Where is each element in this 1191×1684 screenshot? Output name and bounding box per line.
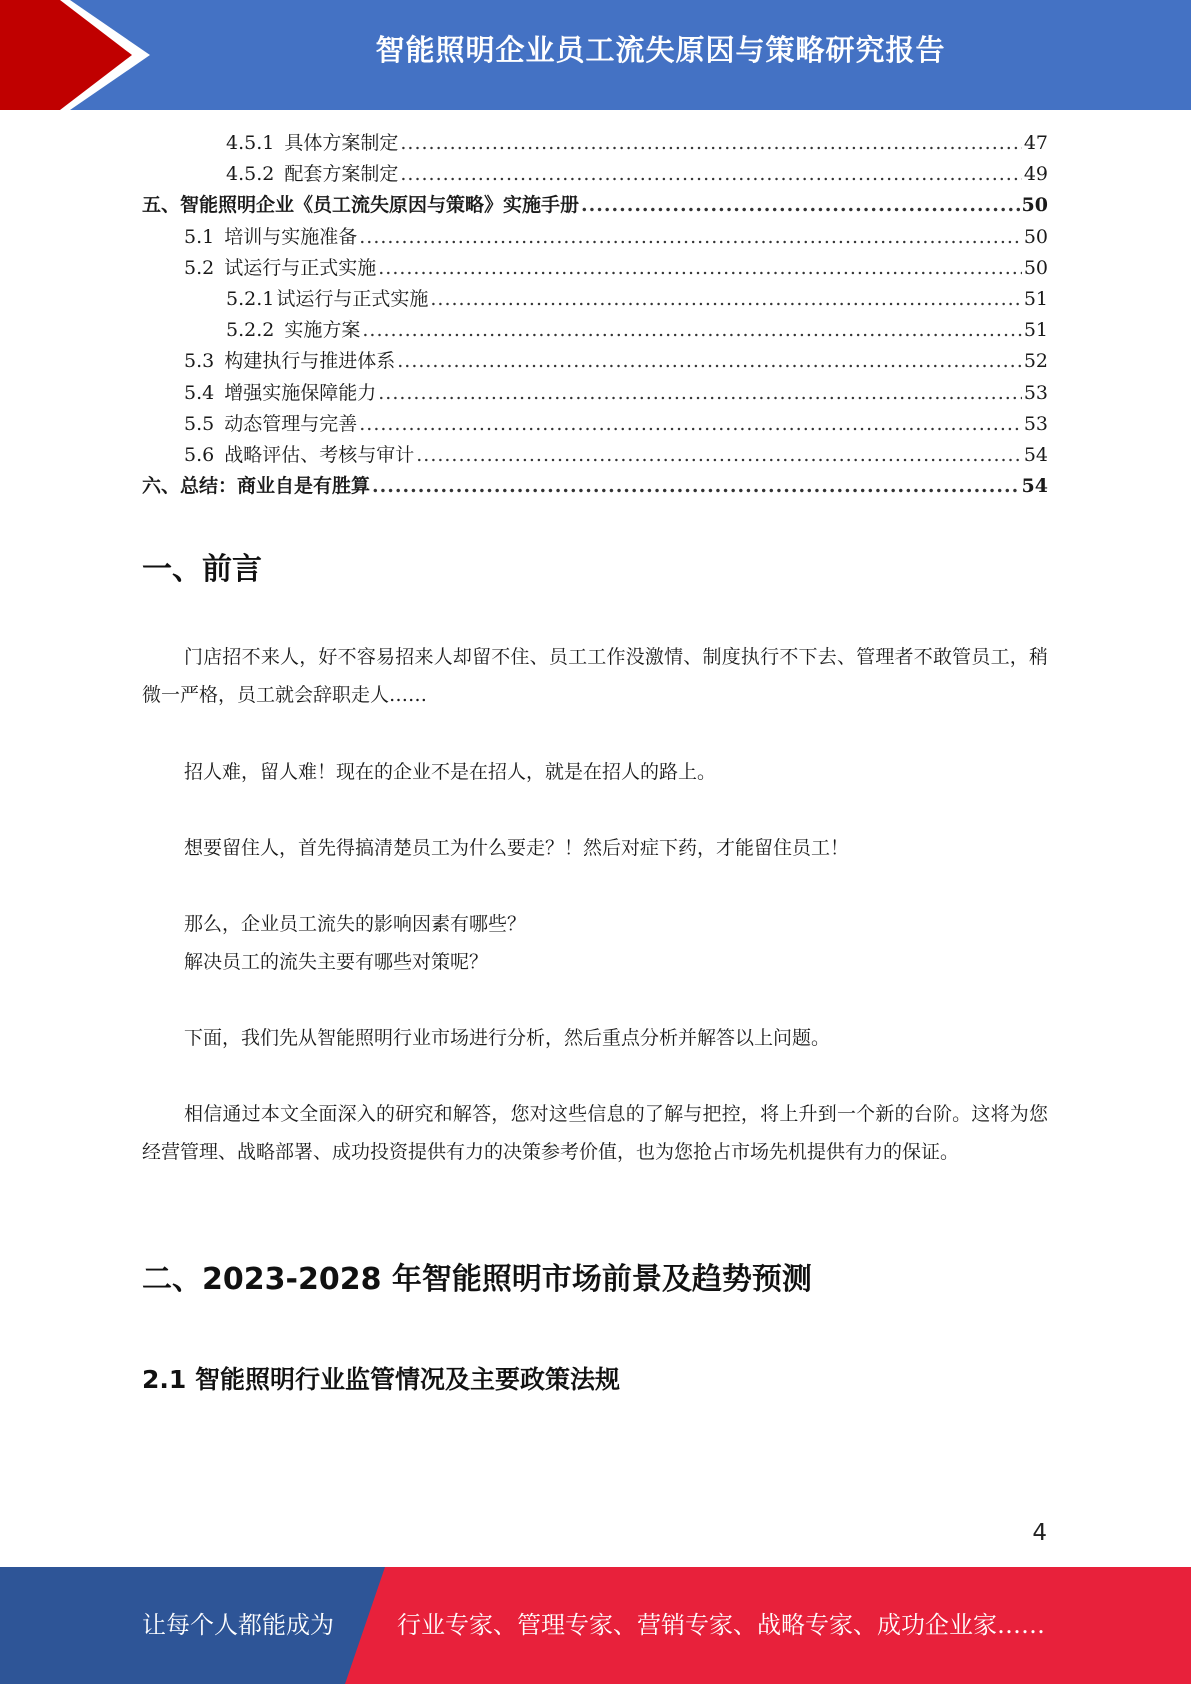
page-footer bbox=[0, 1567, 1191, 1684]
toc-entry-page: 54 bbox=[1021, 475, 1048, 498]
footer-slogan-right: 行业专家、管理专家、营销专家、战略专家、成功企业家…… bbox=[397, 1611, 1045, 1639]
toc-entry-page: 50 bbox=[1021, 194, 1048, 217]
toc-entry-page: 51 bbox=[1023, 319, 1048, 342]
toc-entry[interactable] bbox=[142, 471, 1048, 502]
toc-entry-title: 五、智能照明企业《员工流失原因与策略》实施手册 bbox=[142, 194, 580, 217]
toc-entry-title: 试运行与正式实施 bbox=[224, 256, 377, 279]
body-paragraph: 门店招不来人，好不容易招来人却留不住、员工工作没激情、制度执行不下去、管理者不敢管员工，稍微一严格，员工就会辞职走人…… bbox=[142, 646, 1048, 706]
toc-leader-dots bbox=[416, 444, 1022, 466]
toc-entry-number: 5.2 bbox=[184, 256, 215, 279]
toc-entry-page: 54 bbox=[1023, 443, 1048, 466]
toc-entry-number: 5.2.1 bbox=[226, 287, 275, 310]
toc-entry-page: 50 bbox=[1023, 256, 1048, 279]
toc-entry[interactable] bbox=[142, 378, 1048, 409]
toc-entry[interactable] bbox=[142, 409, 1048, 440]
body-paragraph: 解决员工的流失主要有哪些对策呢？ bbox=[184, 951, 489, 973]
toc-entry-number: 5.6 bbox=[184, 443, 215, 466]
toc-leader-dots bbox=[400, 163, 1021, 185]
toc-entry-title: 六、总结：商业自是有胜算 bbox=[142, 475, 371, 498]
toc-leader-dots bbox=[430, 288, 1021, 310]
toc-entry[interactable] bbox=[142, 440, 1048, 471]
header-arrow-decoration bbox=[0, 0, 160, 110]
toc-entry-number: 4.5.1 bbox=[226, 132, 275, 154]
toc-leader-dots bbox=[400, 132, 1021, 154]
toc-entry-page: 53 bbox=[1023, 381, 1048, 404]
page-header bbox=[0, 0, 1191, 110]
toc-entry-page: 50 bbox=[1023, 225, 1048, 248]
toc-entry-number: 5.1 bbox=[184, 225, 215, 248]
toc-entry[interactable] bbox=[142, 315, 1048, 346]
toc-entry[interactable] bbox=[142, 253, 1048, 284]
toc-entry-page: 51 bbox=[1023, 287, 1048, 310]
toc-entry-title: 增强实施保障能力 bbox=[224, 381, 377, 404]
toc-entry-page: 52 bbox=[1023, 350, 1048, 373]
toc-entry[interactable] bbox=[142, 222, 1048, 253]
toc-entry-title: 具体方案制定 bbox=[284, 132, 399, 154]
toc-leader-dots bbox=[581, 194, 1020, 216]
body-paragraph: 招人难，留人难！现在的企业不是在招人，就是在招人的路上。 bbox=[184, 761, 717, 783]
toc-entry-number: 5.4 bbox=[184, 381, 215, 404]
page-number: 4 bbox=[1032, 1520, 1047, 1546]
toc-entry-number: 5.3 bbox=[184, 350, 215, 373]
table-of-contents bbox=[142, 128, 1048, 502]
footer-slogan-left: 让每个人都能成为 bbox=[142, 1611, 334, 1639]
body-paragraph: 下面，我们先从智能照明行业市场进行分析，然后重点分析并解答以上问题。 bbox=[184, 1027, 831, 1049]
toc-entry-page: 53 bbox=[1023, 412, 1048, 435]
toc-entry-title: 动态管理与完善 bbox=[224, 412, 358, 435]
section-heading-preface: 一、前言 bbox=[142, 552, 262, 587]
toc-entry-page: 47 bbox=[1023, 132, 1048, 154]
toc-entry[interactable] bbox=[142, 284, 1048, 315]
toc-entry-title: 配套方案制定 bbox=[284, 163, 399, 186]
toc-leader-dots bbox=[362, 319, 1021, 341]
toc-entry-title: 构建执行与推进体系 bbox=[224, 350, 396, 373]
body-paragraph: 相信通过本文全面深入的研究和解答，您对这些信息的了解与把控，将上升到一个新的台阶。这将为您经营管理、战略部署、成功投资提供有力的决策参考价值，也为您抢占市场先机提供有力的保证。 bbox=[142, 1103, 1048, 1163]
toc-entry-title: 培训与实施准备 bbox=[224, 225, 358, 248]
toc-entry-page: 49 bbox=[1023, 163, 1048, 186]
toc-entry[interactable] bbox=[142, 346, 1048, 377]
toc-entry[interactable] bbox=[142, 190, 1048, 221]
header-title: 智能照明企业员工流失原因与策略研究报告 bbox=[375, 33, 946, 67]
toc-entry-number: 5.2.2 bbox=[226, 319, 275, 342]
toc-entry[interactable] bbox=[142, 159, 1048, 190]
body-paragraph: 想要留住人，首先得搞清楚员工为什么要走？！然后对症下药，才能留住员工！ bbox=[184, 837, 850, 859]
toc-leader-dots bbox=[378, 382, 1022, 404]
subsection-heading-regulation: 2.1 智能照明行业监管情况及主要政策法规 bbox=[142, 1365, 620, 1394]
section-heading-market-forecast: 二、2023-2028 年智能照明市场前景及趋势预测 bbox=[142, 1262, 812, 1297]
toc-entry-title: 实施方案 bbox=[284, 319, 361, 342]
body-paragraph: 那么，企业员工流失的影响因素有哪些？ bbox=[184, 913, 527, 935]
toc-leader-dots bbox=[378, 257, 1022, 279]
toc-entry[interactable] bbox=[142, 128, 1048, 159]
toc-leader-dots bbox=[372, 475, 1020, 497]
toc-entry-number: 4.5.2 bbox=[226, 163, 275, 186]
toc-entry-title: 战略评估、考核与审计 bbox=[224, 443, 415, 466]
toc-entry-number: 5.5 bbox=[184, 412, 215, 435]
toc-leader-dots bbox=[359, 226, 1022, 248]
toc-entry-title: 试运行与正式实施 bbox=[276, 287, 429, 310]
toc-leader-dots bbox=[359, 413, 1022, 435]
toc-leader-dots bbox=[397, 350, 1022, 372]
